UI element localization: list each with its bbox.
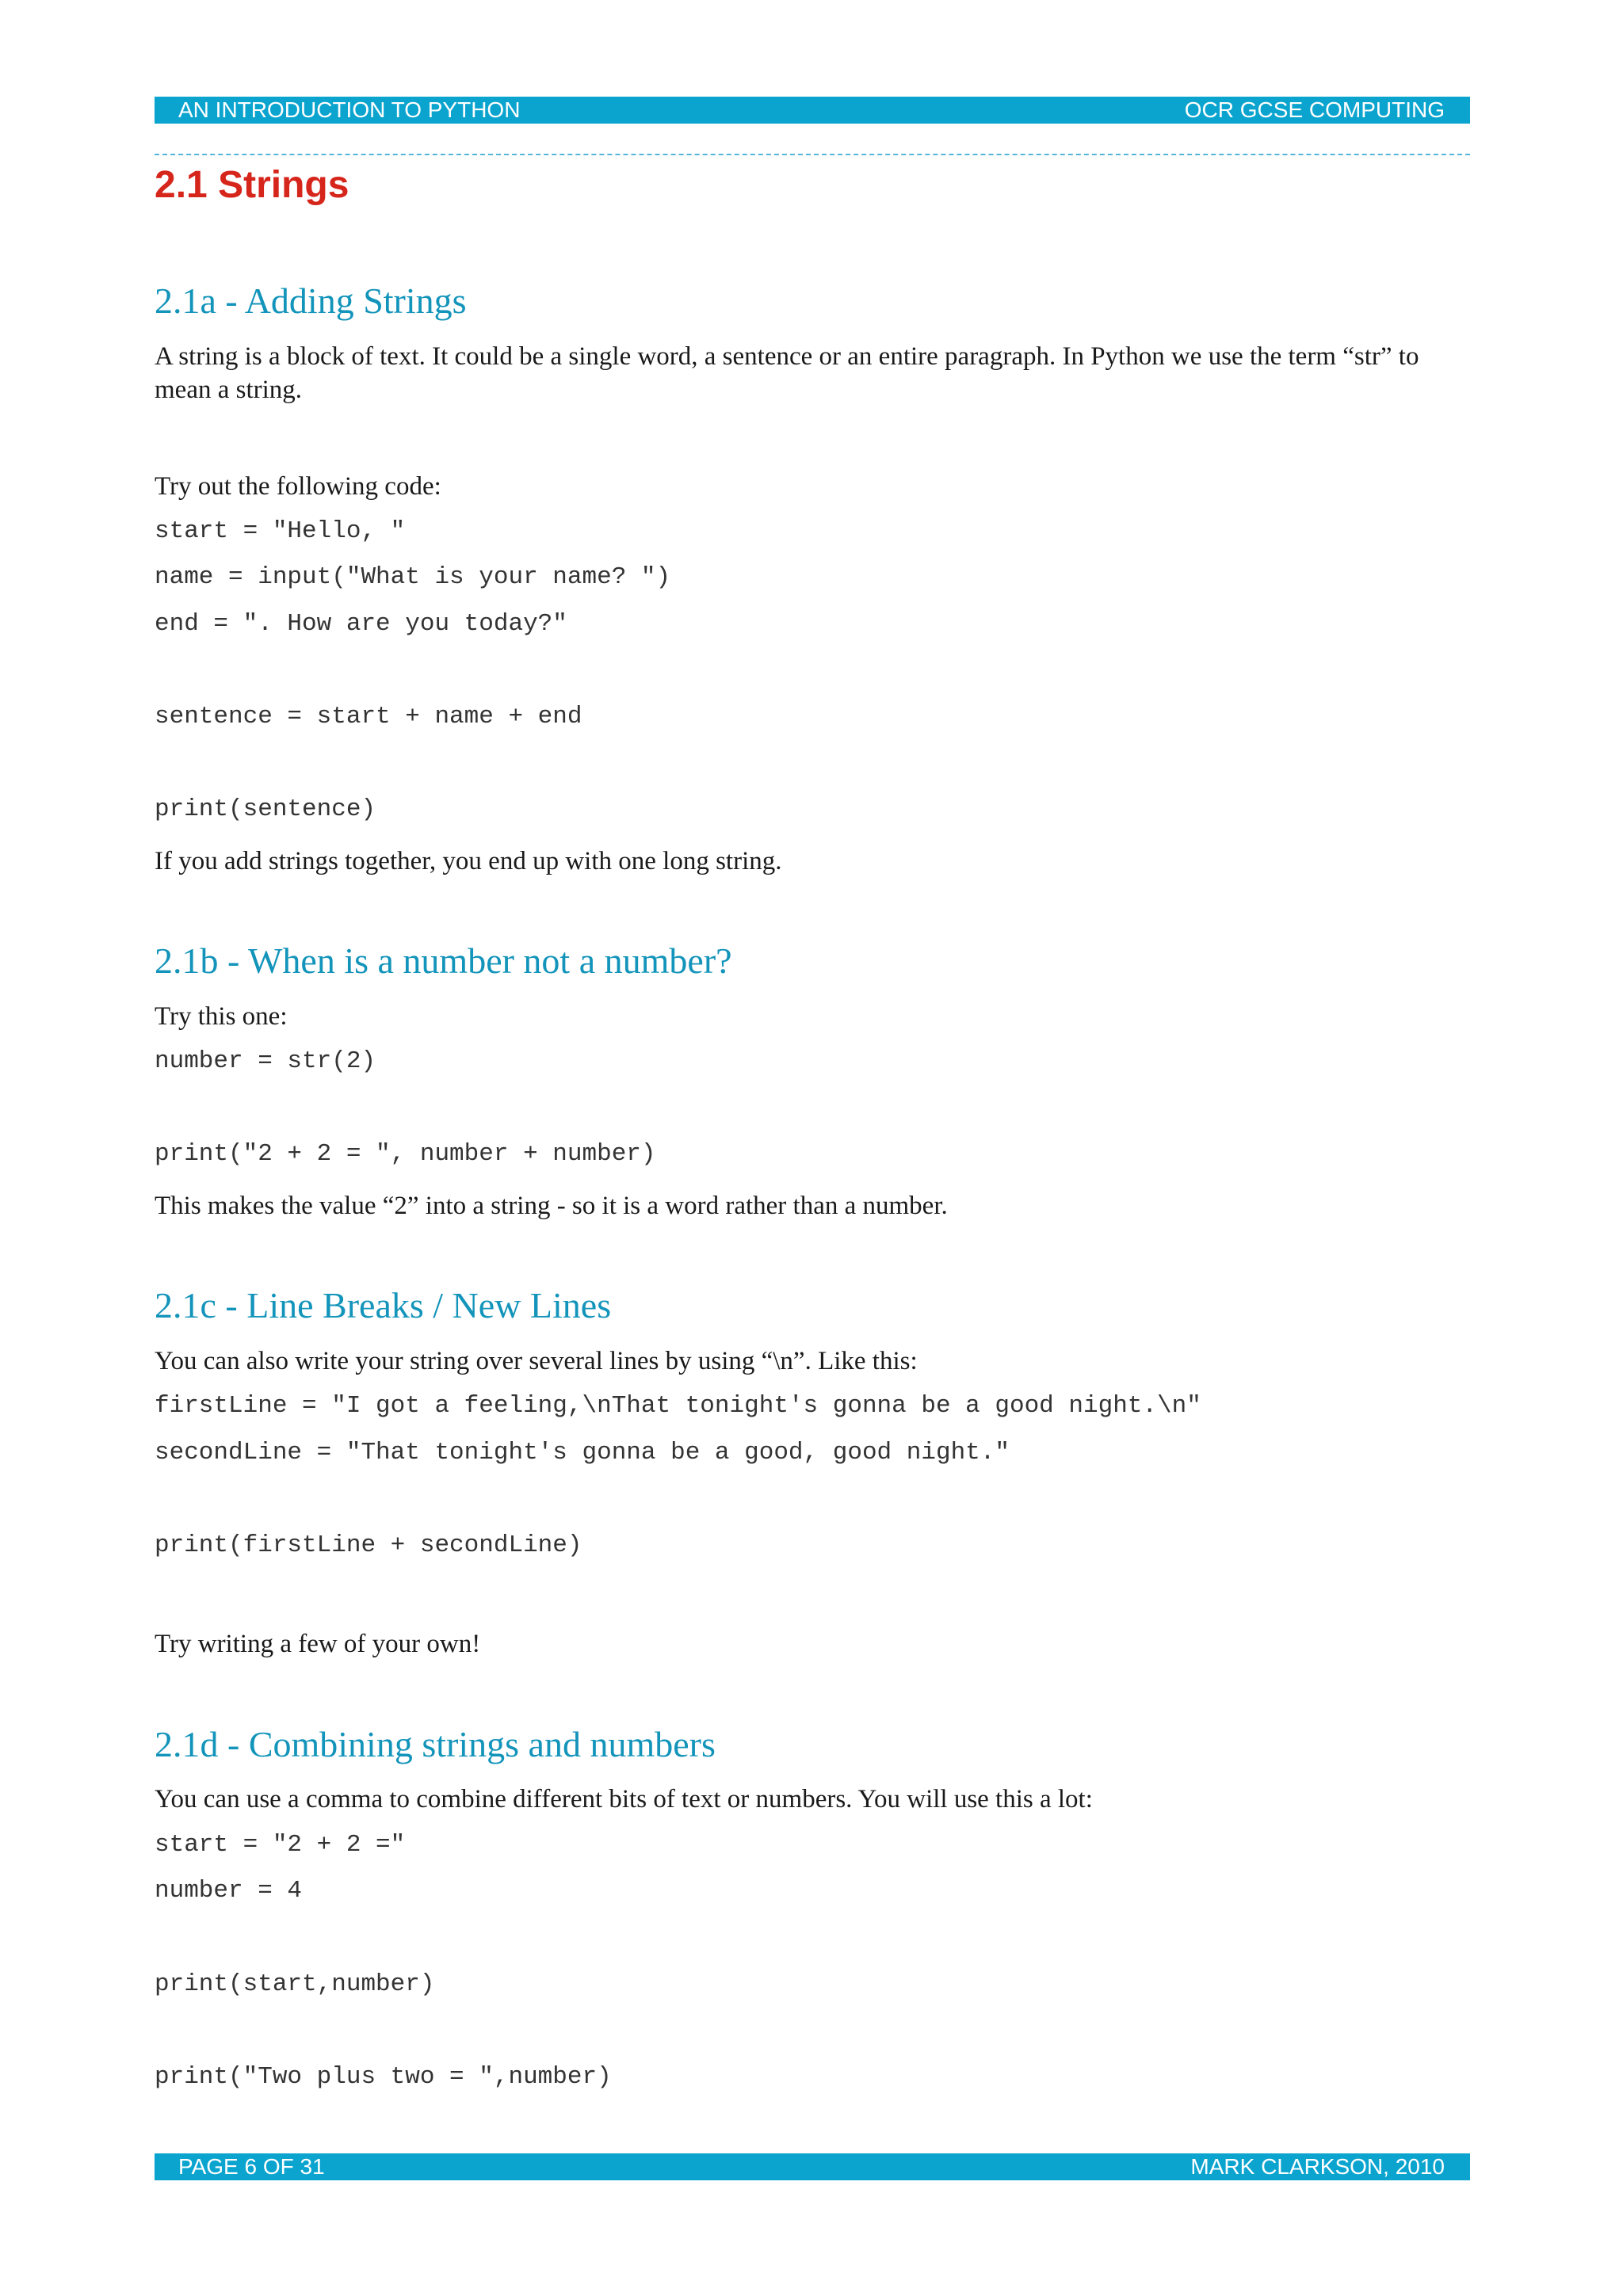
body-paragraph: A string is a block of text. It could be a single word, a sentence or an entire paragraph. In Python we use the term “str” to mean a string. bbox=[155, 342, 1419, 404]
code-line: print("2 + 2 = ", number + number) bbox=[155, 1140, 656, 1168]
body-paragraph: This makes the value “2” into a string - so it is a word rather than a number. bbox=[155, 1192, 948, 1220]
code-lead-text: Try this one: bbox=[155, 1002, 288, 1031]
code-line: start = "Hello, " bbox=[155, 517, 406, 545]
body-paragraph: If you add strings together, you end up with one long string. bbox=[155, 847, 782, 875]
code-line: start = "2 + 2 =" bbox=[155, 1831, 406, 1859]
code-line: end = ". How are you today?" bbox=[155, 610, 567, 638]
code-line: print(start,number) bbox=[155, 1970, 435, 1998]
chapter-title: 2.1 Strings bbox=[155, 164, 349, 206]
code-line: print(sentence) bbox=[155, 795, 376, 823]
page-footer bbox=[155, 2153, 1470, 2180]
section-heading: 2.1d - Combining strings and numbers bbox=[155, 1724, 716, 1764]
code-line: number = 4 bbox=[155, 1877, 303, 1905]
footer-author: MARK CLARKSON, 2010 bbox=[1190, 2154, 1445, 2179]
section-heading: 2.1a - Adding Strings bbox=[155, 280, 467, 321]
body-paragraph: Try writing a few of your own! bbox=[155, 1630, 481, 1658]
code-line: firstLine = "I got a feeling,\nThat tonight's gonna be a good night.\n" bbox=[155, 1392, 1201, 1420]
page-header bbox=[155, 97, 1470, 124]
code-line: name = input("What is your name? ") bbox=[155, 563, 671, 591]
code-line: number = str(2) bbox=[155, 1047, 376, 1075]
code-line: print(firstLine + secondLine) bbox=[155, 1531, 582, 1559]
page-number: PAGE 6 OF 31 bbox=[178, 2154, 325, 2179]
header-course-title: OCR GCSE COMPUTING bbox=[1184, 97, 1445, 122]
code-line: print("Two plus two = ",number) bbox=[155, 2063, 612, 2091]
code-lead-text: You can use a comma to combine different bits of text or numbers. You will use this a lot: bbox=[155, 1785, 1093, 1814]
section-heading: 2.1c - Line Breaks / New Lines bbox=[155, 1285, 612, 1325]
code-lead-text: Try out the following code: bbox=[155, 472, 441, 501]
header-document-title: AN INTRODUCTION TO PYTHON bbox=[178, 97, 521, 122]
code-line: sentence = start + name + end bbox=[155, 703, 582, 730]
code-lead-text: You can also write your string over several lines by using “\n”. Like this: bbox=[155, 1347, 918, 1375]
header-divider bbox=[155, 154, 1470, 155]
section-heading: 2.1b - When is a number not a number? bbox=[155, 940, 732, 981]
code-line: secondLine = "That tonight's gonna be a good, good night." bbox=[155, 1439, 1010, 1466]
